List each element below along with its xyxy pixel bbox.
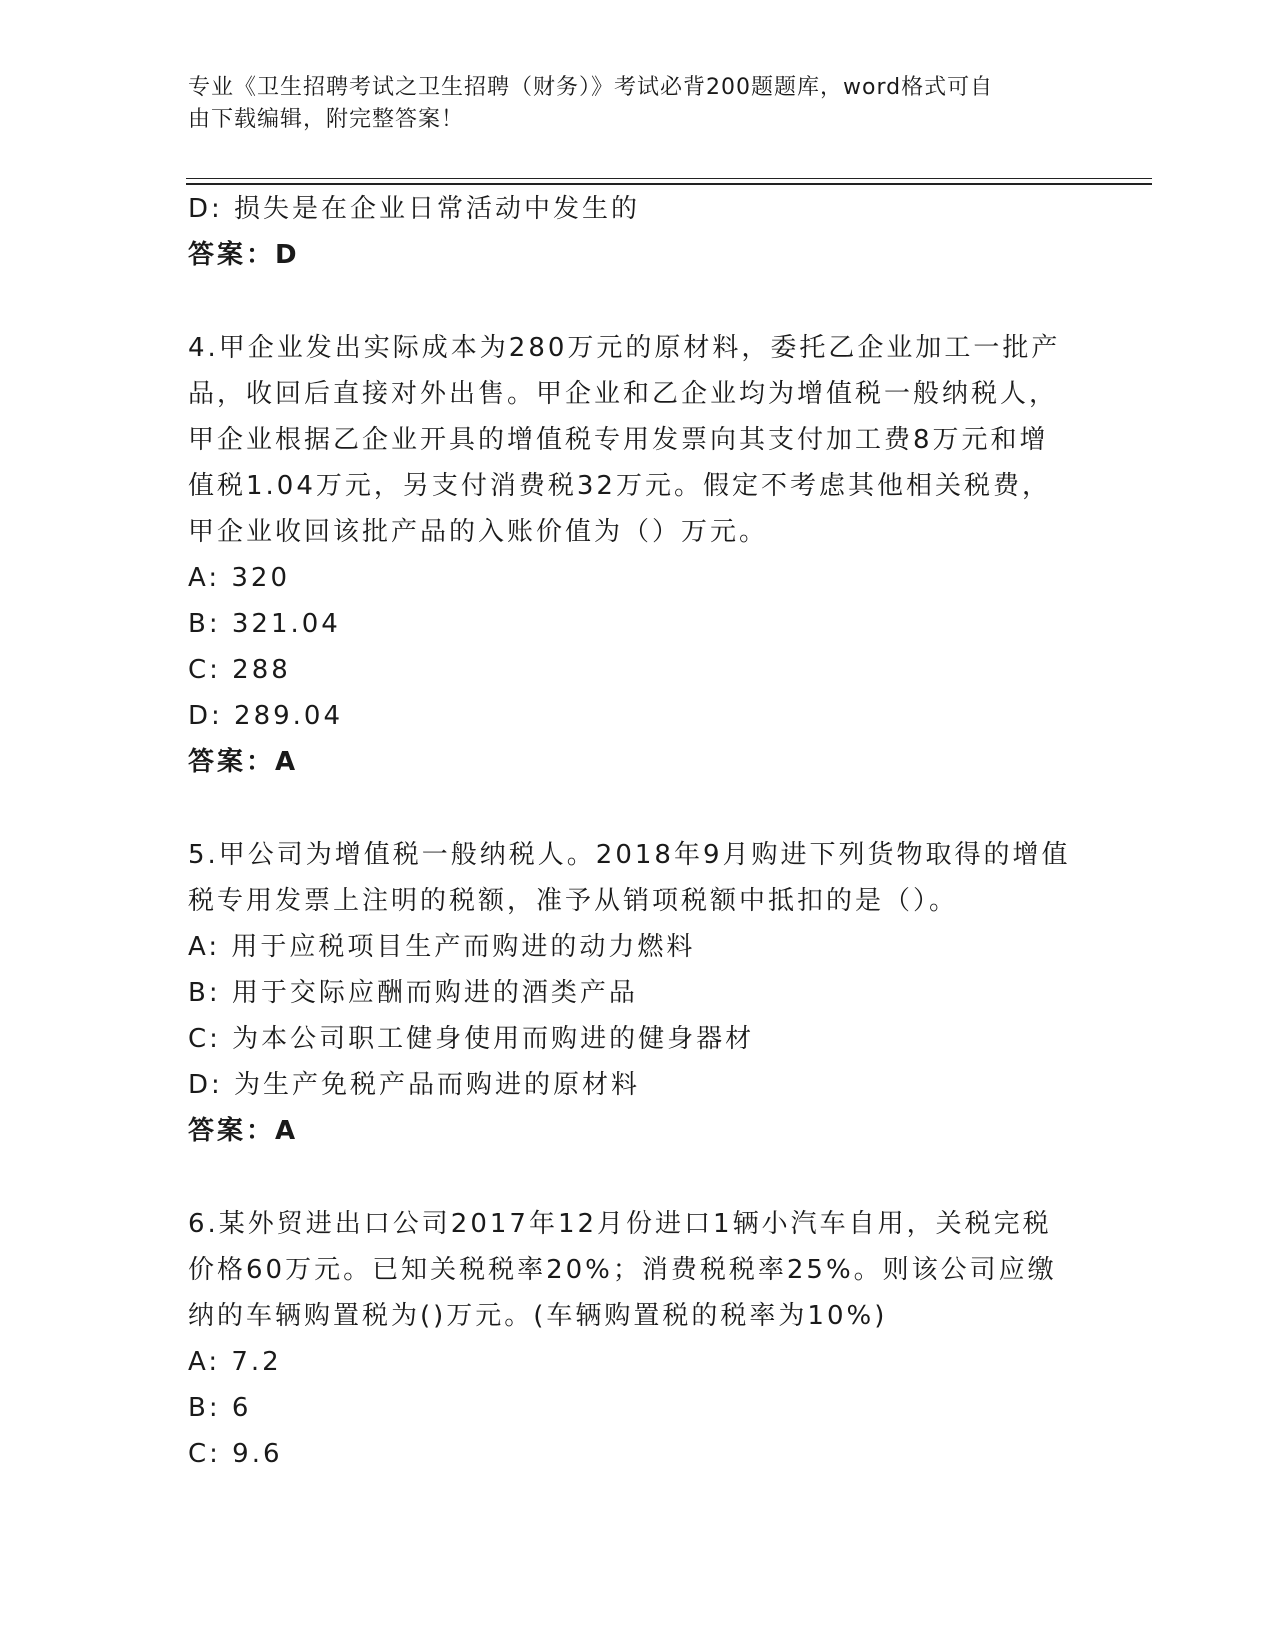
spacer: [188, 785, 1068, 832]
question-4-answer: 答案：A: [188, 747, 299, 777]
question-4-option-d: D: 289.04: [188, 701, 344, 731]
document-body: [188, 186, 1071, 1477]
question-5-option-b: B: 用于交际应酬而购进的酒类产品: [188, 978, 638, 1008]
header-divider-thin: [186, 178, 1152, 179]
question-6-option-c: C: 9.6: [188, 1439, 283, 1469]
question-4-text-line: 品，收回后直接对外出售。甲企业和乙企业均为增值税一般纳税人，: [188, 379, 1059, 409]
question-4-text-line: 甲企业收回该批产品的入账价值为（）万元。: [188, 517, 769, 547]
question-5-answer: 答案：A: [188, 1116, 299, 1146]
question-4-option-b: B: 321.04: [188, 609, 341, 639]
question-5-text-line: 5.甲公司为增值税一般纳税人。2018年9月购进下列货物取得的增值: [188, 840, 1071, 870]
question-6-option-a: A: 7.2: [188, 1347, 282, 1377]
question-5-option-c: C: 为本公司职工健身使用而购进的健身器材: [188, 1024, 755, 1054]
question-5-option-a: A: 用于应税项目生产而购进的动力燃料: [188, 932, 696, 962]
question-5: [188, 832, 1071, 1154]
header-line-2: 由下载编辑，附完整答案！: [188, 107, 465, 132]
question-4: [188, 325, 1068, 785]
header-line-1: 专业《卫生招聘考试之卫生招聘（财务）》考试必背200题题库，word格式可自: [188, 75, 994, 100]
spacer: [188, 1154, 1068, 1201]
prev-question-option-d: D: 损失是在企业日常活动中发生的: [188, 194, 641, 224]
question-6-text-line: 纳的车辆购置税为()万元。(车辆购置税的税率为10%): [188, 1301, 888, 1331]
question-4-option-c: C: 288: [188, 655, 291, 685]
spacer: [188, 278, 1068, 325]
header-divider-thick: [186, 183, 1152, 185]
question-6-text-line: 6.某外贸进出口公司2017年12月份进口1辆小汽车自用，关税完税: [188, 1209, 1052, 1239]
question-5-text-line: 税专用发票上注明的税额，准予从销项税额中抵扣的是（）。: [188, 886, 959, 916]
question-5-option-d: D: 为生产免税产品而购进的原材料: [188, 1070, 641, 1100]
document-header: [188, 72, 1068, 136]
question-6-option-b: B: 6: [188, 1393, 252, 1423]
question-6: [188, 1201, 1068, 1477]
question-4-text-line: 值税1.04万元，另支付消费税32万元。假定不考虑其他相关税费，: [188, 471, 1051, 501]
question-6-text-line: 价格60万元。已知关税税率20%；消费税税率25%。则该公司应缴: [188, 1255, 1057, 1285]
question-4-option-a: A: 320: [188, 563, 290, 593]
prev-question-answer: 答案：D: [188, 240, 300, 270]
question-4-text-line: 甲企业根据乙企业开具的增值税专用发票向其支付加工费8万元和增: [188, 425, 1049, 455]
question-4-text-line: 4.甲企业发出实际成本为280万元的原材料，委托乙企业加工一批产: [188, 333, 1061, 363]
